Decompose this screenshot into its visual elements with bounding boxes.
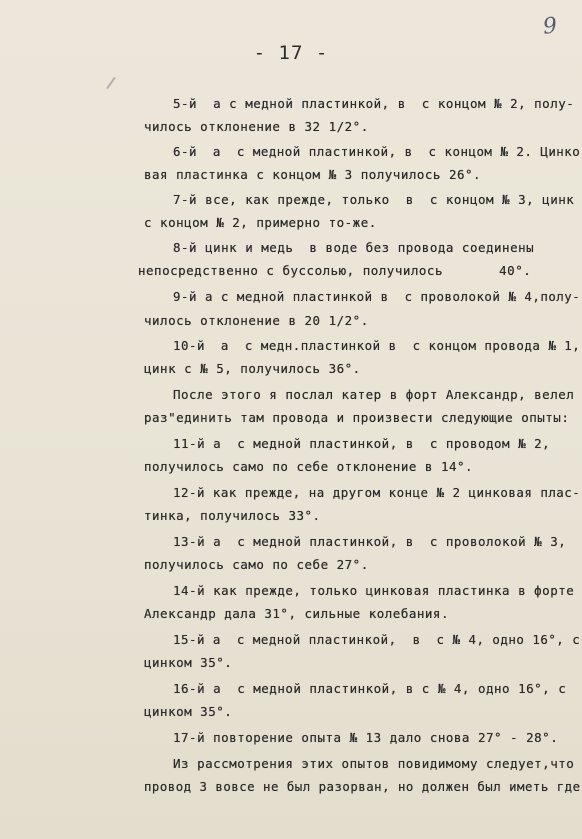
text-line: с концом № 2, примерно то-же. xyxy=(144,215,377,230)
text-line: раз"единить там провода и произвести следующие опыты: xyxy=(144,410,570,425)
text-line: непосредственно с буссолью, получилось 40°. xyxy=(138,263,532,278)
pencil-mark xyxy=(106,77,116,90)
text-line: 16-й а с медной пластинкой, в с № 4, одно 16°, с xyxy=(173,681,567,696)
text-line: 12-й как прежде, на другом конце № 2 цинковая плас- xyxy=(173,485,581,500)
text-line: чилось отклонение в 20 1/2°. xyxy=(144,313,369,328)
text-line: 13-й а с медной пластинкой, в с проволокой № 3, xyxy=(173,534,567,549)
text-line: провод 3 вовсе не был разорван, но должен был иметь где xyxy=(144,779,581,794)
text-line: получилось само по себе отклонение в 14°. xyxy=(144,459,474,474)
text-line: 11-й а с медной пластинкой, в с проводом № 2, xyxy=(173,436,551,451)
text-line: 6-й а с медной пластинкой, в с концом № 2. Цинко xyxy=(173,144,581,159)
text-line: Александр дала 31°, сильные колебания. xyxy=(144,606,449,621)
text-line: Из рассмотрения этих опытов повидимому следует,что xyxy=(173,756,575,771)
text-line: получилось само по себе 27°. xyxy=(144,557,369,572)
text-line: 7-й все, как прежде, только в с концом № 3, цинк xyxy=(173,192,575,207)
text-line: 9-й а с медной пластинкой в с проволокой № 4,полу- xyxy=(173,289,581,304)
text-line: 17-й повторение опыта № 13 дало снова 27° - 28°. xyxy=(173,730,559,745)
text-line: 8-й цинк и медь в воде без провода соединены xyxy=(173,240,535,255)
text-line: 14-й как прежде, только цинковая пластинка в форте xyxy=(173,583,575,598)
page-number: - 17 - xyxy=(253,42,329,64)
text-line: 5-й а с медной пластинкой, в с концом № 2, полу- xyxy=(173,96,575,111)
text-line: вая пластинка с концом № 3 получилось 26°. xyxy=(144,167,482,182)
text-line: чилось отклонение в 32 1/2°. xyxy=(144,119,369,134)
text-line: тинка, получилось 33°. xyxy=(144,508,321,523)
text-line: цинк с № 5, получилось 36°. xyxy=(144,361,361,376)
text-line: цинком 35°. xyxy=(144,704,233,719)
text-line: После этого я послал катер в форт Александр, велел xyxy=(173,387,575,402)
archive-folio-number: 9 xyxy=(541,13,559,40)
text-line: цинком 35°. xyxy=(144,655,233,670)
text-line: 15-й а с медной пластинкой, в с № 4, одно 16°, с xyxy=(173,632,581,647)
text-line: 10-й а с медн.пластинкой в с концом провода № 1, xyxy=(173,338,581,353)
